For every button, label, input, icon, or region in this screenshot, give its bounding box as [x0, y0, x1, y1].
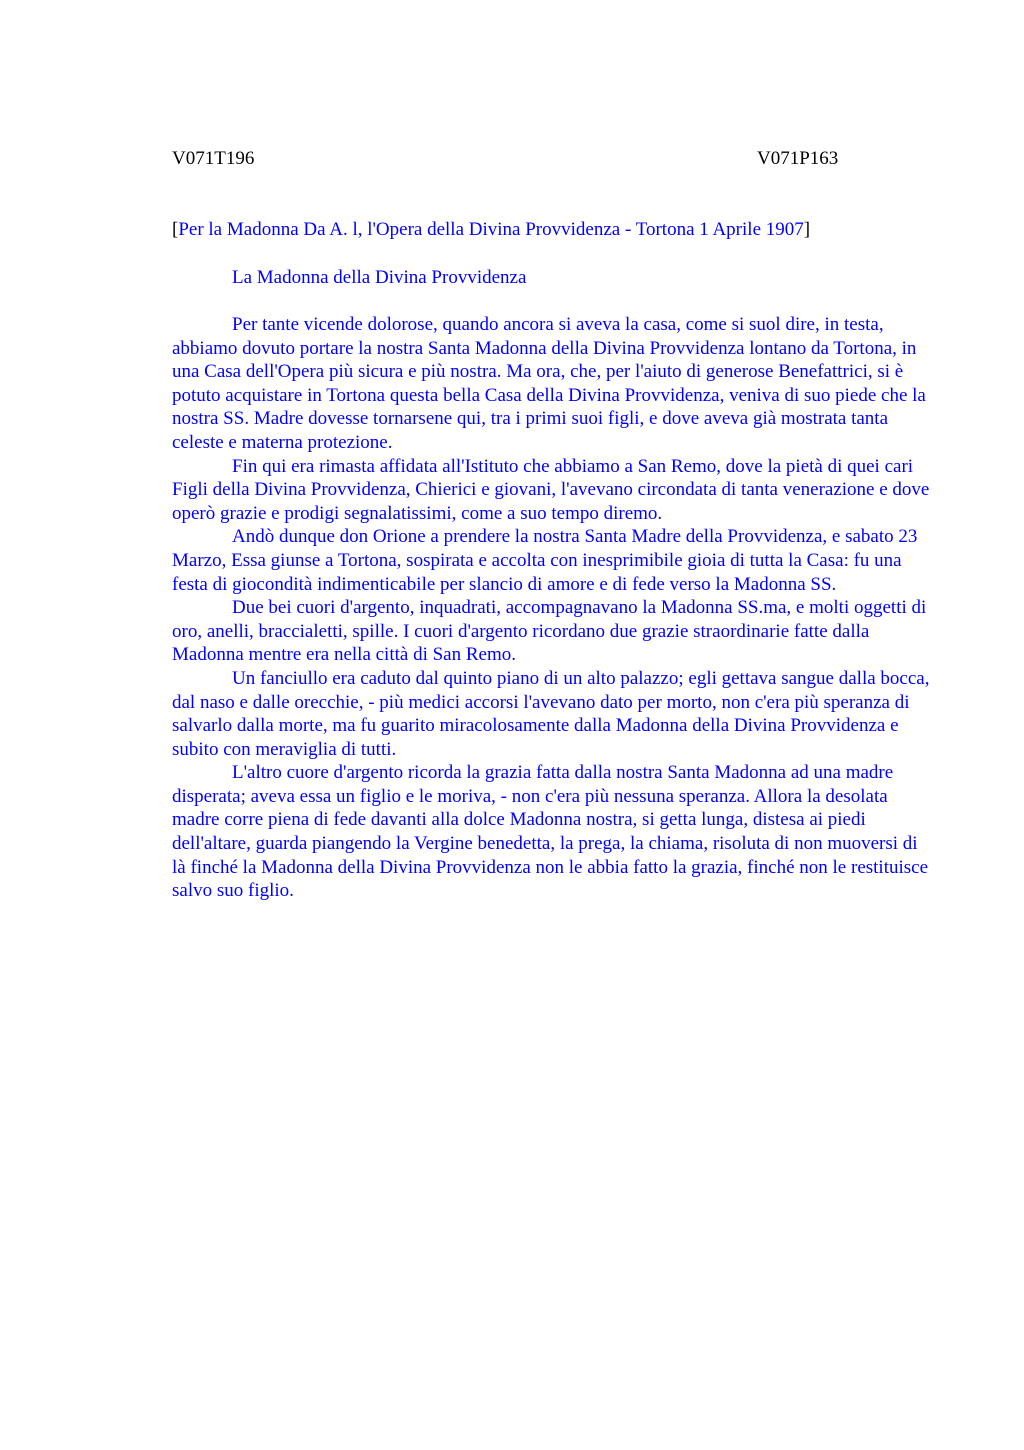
- document-heading: [172, 218, 932, 241]
- document-code-left: V071T196: [172, 148, 255, 169]
- heading-close-bracket: ]: [803, 219, 811, 240]
- paragraph-3: Andò dunque don Orione a prendere la nostra Santa Madre della Provvidenza, e sabato 23 Marzo, Essa giunse a Tortona, sospirata e accolta con inesprimibile gioia di tutta la Casa: fu una festa di giocondità indimenticabile per slancio di amore e di fede verso la Madonna SS.: [172, 526, 918, 595]
- document-subtitle: La Madonna della Divina Provvidenza: [232, 267, 527, 288]
- paragraph-4: Due bei cuori d'argento, inquadrati, accompagnavano la Madonna SS.ma, e molti oggetti di oro, anelli, braccialetti, spille. I cuori d'argento ricordano due grazie straordinarie fatte dalla Madonna mentre era nella città di San Remo.: [172, 597, 927, 666]
- document-body: [172, 313, 932, 903]
- document-code-right: V071P163: [757, 148, 839, 169]
- paragraph-2: Fin qui era rimasta affidata all'Istituto che abbiamo a San Remo, dove la pietà di quei cari Figli della Divina Provvidenza, Chierici e giovani, l'avevano circondata di tanta venerazione e dove operò grazie e prodigi segnalatissimi, come a suo tempo diremo.: [172, 455, 930, 524]
- paragraph-1: Per tante vicende dolorose, quando ancora si aveva la casa, come si suol dire, in testa, abbiamo dovuto portare la nostra Santa Madonna della Divina Provvidenza lontano da Tortona, in una Casa dell'Opera più sicura e più nostra. Ma ora, che, per l'aiuto di generose Benefattrici, si è potuto acquistare in Tortona questa bella Casa della Divina Provvidenza, veniva di suo piede che la nostra SS. Madre dovesse tornarsene qui, tra i primi suoi figli, e dove aveva già mostrata tanta celeste e materna protezione.: [172, 314, 926, 453]
- heading-open-bracket: [: [172, 219, 179, 240]
- paragraph-5: Un fanciullo era caduto dal quinto piano di un alto palazzo; egli gettava sangue dalla bocca, dal naso e dalle orecchie, - più medici accorsi l'avevano dato per morto, non c'era più speranza di salvarlo dalla morte, ma fu guarito miracolosamente dalla Madonna della Divina Provvidenza e subito con meraviglia di tutti.: [172, 667, 930, 760]
- heading-text: Per la Madonna Da A. l, l'Opera della Divina Provvidenza - Tortona 1 Aprile 1907: [178, 219, 804, 240]
- paragraph-6: L'altro cuore d'argento ricorda la grazia fatta dalla nostra Santa Madonna ad una madre disperata; aveva essa un figlio e le moriva, - non c'era più nessuna speranza. Allora la desolata madre corre piena di fede davanti alla dolce Madonna nostra, si getta lunga, distesa ai piedi dell'altare, guarda piangendo la Vergine benedetta, la prega, la chiama, risoluta di non muoversi di là finché la Madonna della Divina Provvidenza non le abbia fatto la grazia, finché non le restituisce salvo suo figlio.: [172, 762, 929, 902]
